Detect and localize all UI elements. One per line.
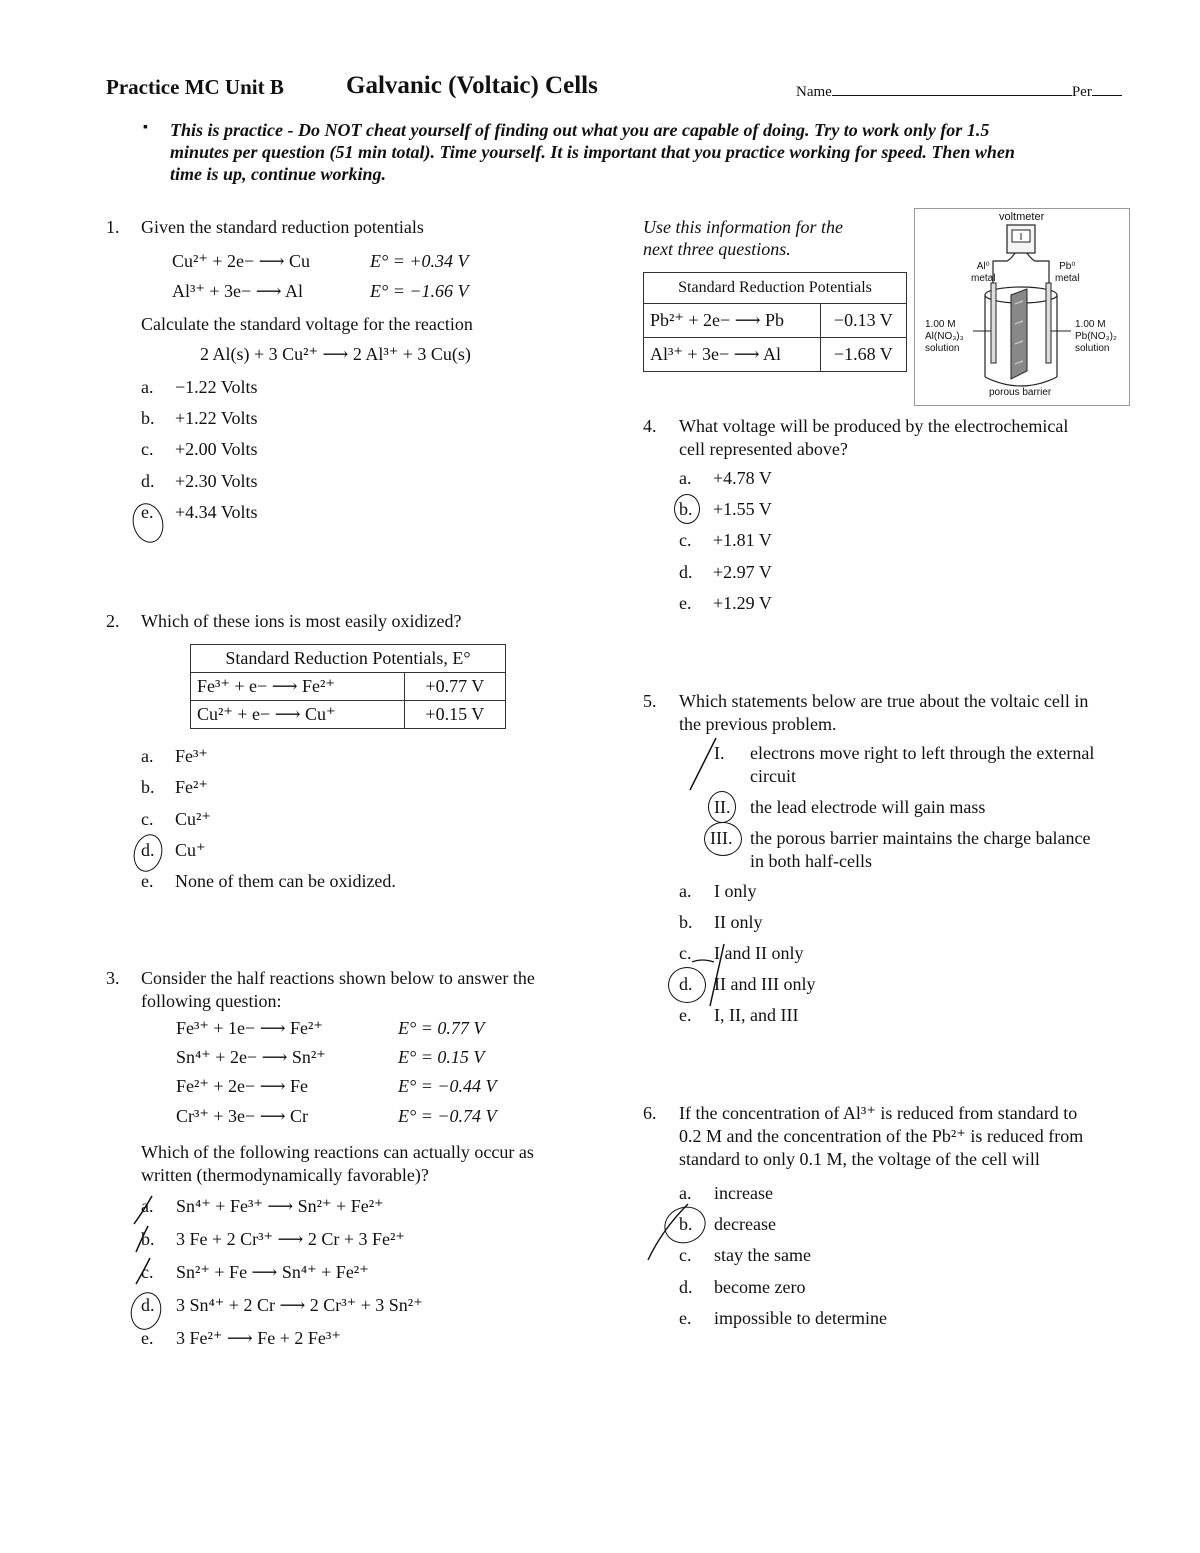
option-text: decrease — [714, 1214, 776, 1234]
option-letter: b. — [141, 1229, 155, 1249]
q3-half-4-potential: E° = −0.74 V — [398, 1106, 497, 1126]
statement-line-2: in both half-cells — [750, 851, 872, 871]
q1-number: 1. — [106, 217, 120, 237]
q5-answer-circle — [668, 967, 706, 1003]
info-potentials-table — [643, 272, 907, 372]
q6-prompt-line-2: 0.2 M and the concentration of the Pb²⁺ is reduced from — [679, 1126, 1084, 1146]
option-letter: e. — [141, 1328, 154, 1348]
roman-numeral: I. — [714, 743, 725, 763]
q5-option-a[interactable] — [679, 881, 757, 902]
option-letter: b. — [679, 499, 693, 519]
option-letter: e. — [141, 502, 154, 522]
option-letter: e. — [679, 593, 692, 613]
label-voltmeter: voltmeter — [999, 211, 1045, 223]
q3-half-1-potential: E° = 0.77 V — [398, 1018, 485, 1038]
q1-prompt2: Calculate the standard voltage for the reaction — [141, 314, 473, 334]
info-table-header: Standard Reduction Potentials — [644, 273, 907, 304]
option-letter: c. — [141, 809, 154, 829]
q1-reaction: 2 Al(s) + 3 Cu²⁺ ⟶ 2 Al³⁺ + 3 Cu(s) — [200, 344, 471, 364]
q6-number: 6. — [643, 1103, 657, 1123]
table-cell-reaction: Al³⁺ + 3e− ⟶ Al — [644, 338, 821, 372]
q1-eq1: Cu²⁺ + 2e− ⟶ Cu — [172, 251, 311, 271]
q4-option-c[interactable] — [679, 530, 772, 551]
option-letter: e. — [141, 871, 154, 891]
option-text: Cu²⁺ — [175, 809, 211, 829]
option-letter: b. — [141, 408, 155, 428]
option-text: +1.22 Volts — [175, 408, 258, 428]
unit-title: Practice MC Unit B — [106, 75, 284, 99]
option-letter: c. — [679, 1245, 692, 1265]
name-label: Name — [796, 84, 832, 100]
label-left-solution-2: Al(NO₃)₃ — [925, 331, 964, 342]
statement-line-1: the porous barrier maintains the charge balance — [750, 828, 1091, 848]
q1-option-d[interactable] — [141, 471, 258, 492]
option-text: +4.34 Volts — [175, 502, 258, 522]
option-text: I only — [714, 881, 757, 901]
q3-half-2-potential: E° = 0.15 V — [398, 1047, 485, 1067]
q5-prompt-line-1: Which statements below are true about the voltaic cell in — [679, 691, 1089, 711]
option-letter: a. — [141, 746, 154, 766]
info-note — [643, 216, 843, 260]
option-letter: b. — [141, 777, 155, 797]
q2-prompt: Which of these ions is most easily oxidized? — [141, 611, 462, 631]
option-text: Fe³⁺ — [175, 746, 208, 766]
option-letter: a. — [679, 1183, 692, 1203]
q3-half-1: Fe³⁺ + 1e− ⟶ Fe²⁺ — [176, 1018, 323, 1038]
option-text: II only — [714, 912, 763, 932]
table-cell-reaction: Pb²⁺ + 2e− ⟶ Pb — [644, 304, 821, 338]
option-letter: d. — [141, 471, 155, 491]
option-letter: a. — [141, 377, 154, 397]
option-text: 3 Fe²⁺ ⟶ Fe + 2 Fe³⁺ — [176, 1328, 341, 1348]
label-left-solution-3: solution — [925, 343, 960, 354]
label-right-solution — [1075, 319, 1117, 355]
statement-text: the lead electrode will gain mass — [750, 797, 986, 817]
q3-prompt-line-1: Consider the half reactions shown below to answer the — [141, 968, 535, 988]
instructions-line-1: This is practice - Do NOT cheat yourself of finding out what you are capable of doing. Try to work only for 1.5 — [170, 120, 990, 140]
table-cell-reaction: Cu²⁺ + e− ⟶ Cu⁺ — [191, 701, 405, 729]
q1-option-b[interactable] — [141, 408, 258, 429]
q4-answer-circle — [674, 494, 700, 524]
option-text: Fe²⁺ — [175, 777, 208, 797]
table-cell-reaction: Fe³⁺ + e− ⟶ Fe²⁺ — [191, 673, 405, 701]
option-text: I, II, and III — [714, 1005, 799, 1025]
instructions — [170, 119, 1130, 185]
label-porous-barrier: porous barrier — [989, 387, 1052, 398]
name-line — [832, 81, 1072, 96]
q6-option-e[interactable] — [679, 1308, 887, 1329]
table-row — [644, 304, 907, 338]
option-letter: d. — [141, 840, 155, 860]
q4-option-d[interactable] — [679, 562, 772, 583]
page-title: Galvanic (Voltaic) Cells — [346, 72, 598, 99]
q2-option-c[interactable] — [141, 809, 211, 830]
table-cell-potential: +0.77 V — [404, 673, 505, 701]
statement-text — [750, 742, 1140, 788]
option-text: +4.78 V — [713, 468, 772, 488]
per-label: Per — [1071, 84, 1092, 100]
q2-option-a[interactable] — [141, 746, 208, 767]
option-letter: c. — [141, 1262, 154, 1282]
galvanic-cell-drawing — [915, 209, 1129, 405]
q3-half-3-potential: E° = −0.44 V — [398, 1076, 497, 1096]
option-text: increase — [714, 1183, 773, 1203]
label-right-solution-3: solution — [1075, 343, 1110, 354]
info-note-line-2: next three questions. — [643, 239, 791, 259]
q5-statement-2-circle — [708, 791, 736, 823]
label-pb-metal-1: Pb⁰ — [1059, 261, 1076, 272]
option-text: Cu⁺ — [175, 840, 206, 860]
option-letter: d. — [679, 1277, 693, 1297]
label-left-solution-1: 1.00 M — [925, 319, 956, 330]
option-text: +2.00 Volts — [175, 439, 258, 459]
q1-prompt: Given the standard reduction potentials — [141, 217, 424, 237]
name-field — [796, 81, 1122, 101]
q6-prompt — [679, 1102, 1083, 1171]
option-text: Sn²⁺ + Fe ⟶ Sn⁴⁺ + Fe²⁺ — [176, 1262, 369, 1282]
q3-half-2: Sn⁴⁺ + 2e− ⟶ Sn²⁺ — [176, 1047, 326, 1067]
label-al-metal — [971, 261, 995, 285]
table-row — [191, 701, 506, 729]
roman-numeral: II. — [714, 797, 731, 817]
q2-potentials-table — [190, 644, 506, 729]
option-text: impossible to determine — [714, 1308, 887, 1328]
option-text: 3 Fe + 2 Cr³⁺ ⟶ 2 Cr + 3 Fe²⁺ — [176, 1229, 405, 1249]
option-text: II and III only — [714, 974, 816, 994]
option-letter: c. — [679, 530, 692, 550]
q4-prompt-line-1: What voltage will be produced by the electrochemical — [679, 416, 1069, 436]
option-text: +1.81 V — [713, 530, 772, 550]
label-al-metal-2: metal — [971, 273, 996, 284]
q2-number: 2. — [106, 611, 120, 631]
info-note-line-1: Use this information for the — [643, 217, 844, 237]
statement-text — [750, 827, 1140, 873]
option-letter: c. — [141, 439, 154, 459]
option-text: None of them can be oxidized. — [175, 871, 396, 891]
table-row — [644, 338, 907, 372]
q1-option-c[interactable] — [141, 439, 258, 460]
q3-half-4: Cr³⁺ + 3e− ⟶ Cr — [176, 1106, 308, 1126]
option-letter: b. — [679, 912, 693, 932]
q3-half-3: Fe²⁺ + 2e− ⟶ Fe — [176, 1076, 308, 1096]
q1-answer-circle — [128, 500, 167, 546]
q4-prompt-line-2: cell represented above? — [679, 439, 848, 459]
q3-prompt-line-2: following question: — [141, 991, 282, 1011]
q1-eq2: Al³⁺ + 3e− ⟶ Al — [172, 281, 304, 301]
option-letter: d. — [679, 562, 693, 582]
q3-option-e[interactable] — [141, 1328, 341, 1349]
option-text: +1.29 V — [713, 593, 772, 613]
label-right-solution-2: Pb(NO₃)₂ — [1075, 331, 1117, 342]
option-text: +1.55 V — [713, 499, 772, 519]
table-cell-potential: −0.13 V — [820, 304, 906, 338]
per-line — [1092, 81, 1122, 96]
q6-prompt-line-1: If the concentration of Al³⁺ is reduced from standard to — [679, 1103, 1078, 1123]
q3-question — [141, 1141, 534, 1187]
q2-table-header: Standard Reduction Potentials, E° — [191, 645, 506, 673]
q5-number: 5. — [643, 691, 657, 711]
q1-eq1-potential: E° = +0.34 V — [370, 251, 469, 271]
label-right-solution-1: 1.00 M — [1075, 319, 1106, 330]
q3-cross-marks — [128, 1192, 168, 1292]
option-letter: c. — [679, 943, 692, 963]
q2-option-e[interactable] — [141, 871, 396, 892]
option-text: I and II only — [714, 943, 804, 963]
option-letter: a. — [679, 881, 692, 901]
q3-number: 3. — [106, 968, 120, 988]
option-letter: d. — [679, 974, 693, 994]
q4-number: 4. — [643, 416, 657, 436]
instruction-bullet: ▪ — [143, 120, 148, 135]
q5-statement-1-cross — [686, 730, 726, 794]
option-text: +2.97 V — [713, 562, 772, 582]
label-left-solution — [925, 319, 964, 355]
table-cell-potential: −1.68 V — [820, 338, 906, 372]
option-letter: a. — [679, 468, 692, 488]
q4-option-a[interactable] — [679, 468, 772, 489]
galvanic-cell-diagram — [914, 208, 1130, 406]
q4-prompt — [679, 415, 1068, 461]
q5-option-b[interactable] — [679, 912, 763, 933]
label-pb-metal — [1055, 261, 1079, 285]
option-letter: a. — [141, 1196, 154, 1216]
table-cell-potential: +0.15 V — [404, 701, 505, 729]
q3-answer-circle — [127, 1289, 166, 1333]
roman-numeral: III. — [710, 828, 733, 848]
statement-line-2: circuit — [750, 766, 796, 786]
label-al-metal-1: Al⁰ — [976, 261, 990, 272]
option-text: +2.30 Volts — [175, 471, 258, 491]
q5-prompt-line-2: the previous problem. — [679, 714, 837, 734]
option-text: 3 Sn⁴⁺ + 2 Cr ⟶ 2 Cr³⁺ + 3 Sn²⁺ — [176, 1295, 423, 1315]
q5-prompt — [679, 690, 1088, 736]
instructions-line-2: minutes per question (51 min total). Time yourself. It is important that you practice working for speed. Then when — [170, 142, 1015, 162]
instructions-line-3: time is up, continue working. — [170, 164, 387, 184]
q2-option-b[interactable] — [141, 777, 208, 798]
option-text: become zero — [714, 1277, 806, 1297]
q3-question-line-2: written (thermodynamically favorable)? — [141, 1165, 429, 1185]
q5-statement-3-circle — [704, 822, 742, 856]
q1-option-a[interactable] — [141, 377, 258, 398]
option-text: stay the same — [714, 1245, 811, 1265]
option-letter: e. — [679, 1308, 692, 1328]
option-letter: e. — [679, 1005, 692, 1025]
q1-eq2-potential: E° = −1.66 V — [370, 281, 469, 301]
option-letter: b. — [679, 1214, 693, 1234]
q2-answer-circle — [130, 831, 167, 875]
option-text: −1.22 Volts — [175, 377, 258, 397]
statement-line-1: electrons move right to left through the external — [750, 743, 1095, 763]
option-text: Sn⁴⁺ + Fe³⁺ ⟶ Sn²⁺ + Fe²⁺ — [176, 1196, 384, 1216]
q6-prompt-line-3: standard to only 0.1 M, the voltage of the cell will — [679, 1149, 1040, 1169]
q3-question-line-1: Which of the following reactions can actually occur as — [141, 1142, 534, 1162]
label-pb-metal-2: metal — [1055, 273, 1080, 284]
q6-option-d[interactable] — [679, 1277, 806, 1298]
option-letter: d. — [141, 1295, 155, 1315]
q4-option-e[interactable] — [679, 593, 772, 614]
table-row — [191, 673, 506, 701]
q3-prompt — [141, 967, 535, 1013]
